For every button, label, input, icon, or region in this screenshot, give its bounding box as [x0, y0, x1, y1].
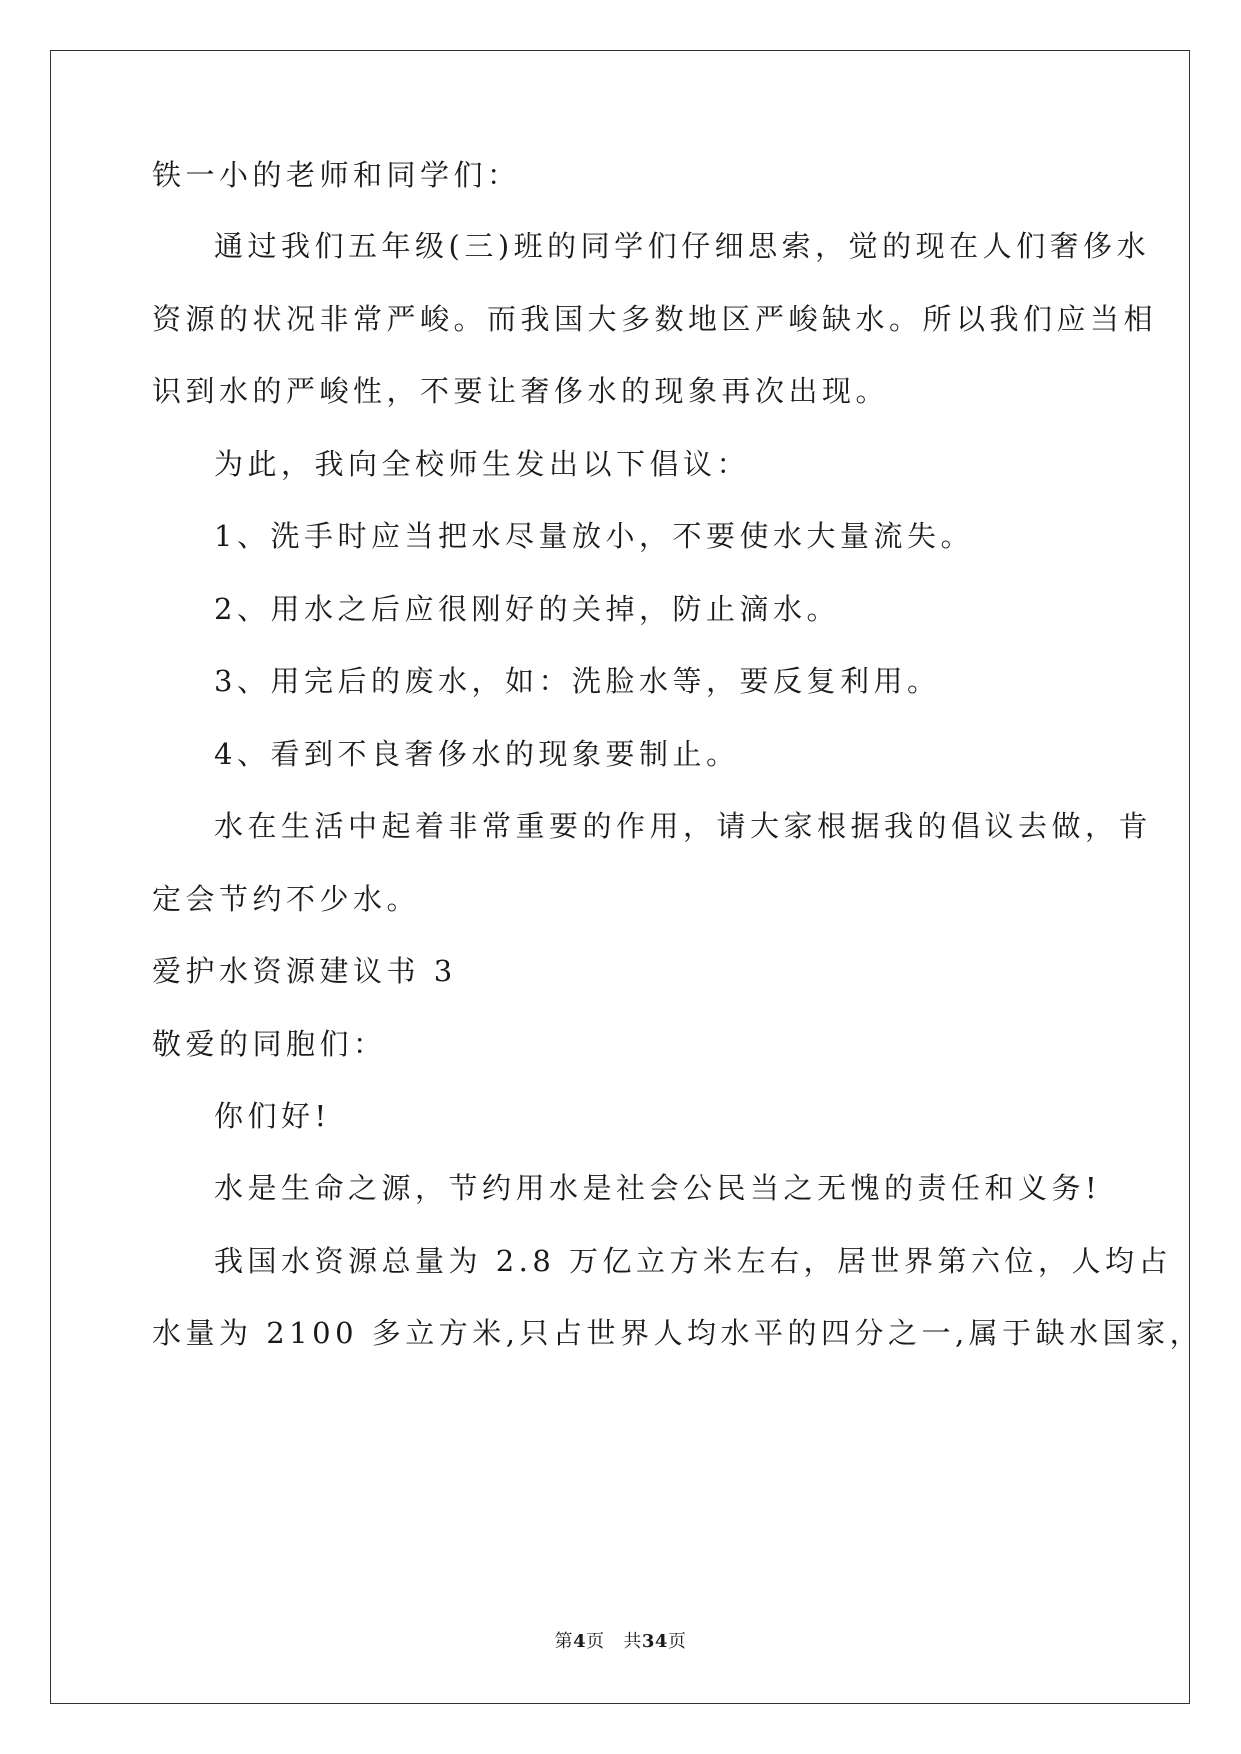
list-item: 3、用完后的废水，如：洗脸水等，要反复利用。 [214, 664, 941, 698]
body-line: 为此，我向全校师生发出以下倡议： [214, 447, 751, 481]
body-line: 水是生命之源，节约用水是社会公民当之无愧的责任和义务! [214, 1171, 1102, 1205]
footer-page-suffix: 页 [586, 1631, 605, 1652]
footer-total-suffix: 页 [667, 1631, 687, 1652]
footer-prefix: 第 [554, 1631, 574, 1652]
page-border [50, 50, 1190, 1704]
greeting-line: 敬爱的同胞们： [152, 1027, 387, 1061]
list-item: 1、洗手时应当把水尽量放小，不要使水大量流失。 [214, 519, 974, 553]
body-line: 你们好! [214, 1099, 331, 1133]
section-heading: 爱护水资源建议书 3 [152, 954, 457, 988]
body-line: 定会节约不少水。 [152, 882, 421, 916]
footer-page-number: 4 [573, 1631, 587, 1652]
body-line: 通过我们五年级(三)班的同学们仔细思索，觉的现在人们奢侈水 [214, 229, 1151, 263]
footer-total-pages: 34 [641, 1631, 668, 1652]
footer-total-prefix: 共 [623, 1631, 642, 1652]
list-item: 2、用水之后应很刚好的关掉，防止滴水。 [214, 592, 840, 626]
list-item: 4、看到不良奢侈水的现象要制止。 [214, 737, 740, 771]
body-line: 识到水的严峻性，不要让奢侈水的现象再次出现。 [152, 374, 890, 408]
body-line: 资源的状况非常严峻。而我国大多数地区严峻缺水。所以我们应当相 [152, 302, 1158, 336]
page-footer [0, 1631, 1241, 1653]
greeting-line: 铁一小的老师和同学们： [152, 158, 521, 192]
body-line: 我国水资源总量为 2.8 万亿立方米左右，居世界第六位，人均占 [214, 1244, 1173, 1278]
body-line: 水在生活中起着非常重要的作用，请大家根据我的倡议去做，肯 [214, 809, 1153, 843]
body-line: 水量为 2100 多立方米,只占世界人均水平的四分之一,属于缺水国家， [152, 1316, 1204, 1350]
